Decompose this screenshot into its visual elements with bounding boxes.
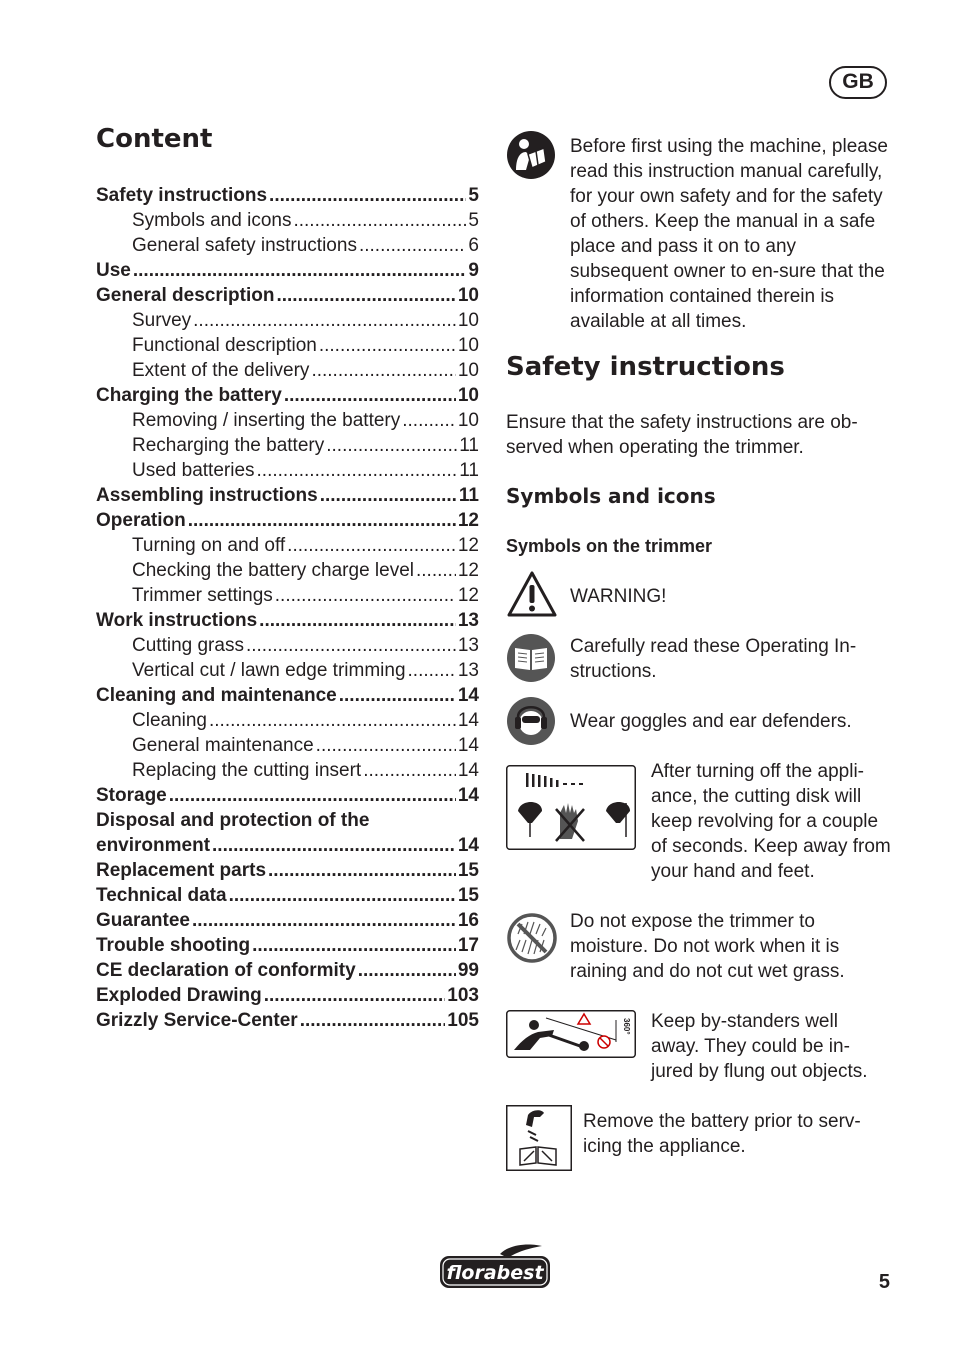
toc-entry [96,208,479,233]
toc-entry-title: Technical data [96,885,227,906]
toc-entry-page: 14 [457,760,479,781]
toc-entry-page: 10 [457,360,479,381]
toc-dot-leader [209,708,456,733]
toc-dot-leader [169,783,456,808]
toc-entry-title: Survey [132,310,192,331]
toc-dot-leader [188,508,456,533]
symbol-bystanders-text: Keep by-standers well away. They could be in-jured by flung out objects. [651,1011,868,1082]
toc-entry [96,533,479,558]
toc-dot-leader [192,908,456,933]
toc-entry [96,758,479,783]
toc-dot-leader [229,883,456,908]
toc-dot-leader [300,1008,446,1033]
toc-entry [96,258,479,283]
toc-entry-page: 12 [457,510,479,531]
toc-dot-leader [268,858,456,883]
safety-instructions-heading: Safety instructions [506,352,785,382]
toc-entry-page: 5 [468,185,479,206]
toc-entry [96,458,479,483]
toc-dot-leader [212,833,456,858]
toc-entry-page: 12 [457,585,479,606]
toc-entry-title: Vertical cut / lawn edge trimming [132,660,406,681]
toc-dot-leader [293,208,466,233]
toc-entry [96,508,479,533]
toc-entry-page: 14 [457,685,479,706]
toc-dot-leader [246,633,456,658]
symbol-remove-battery-text: Remove the battery prior to serv-icing the appliance. [583,1111,861,1157]
toc-entry-title: Symbols and icons [132,210,292,231]
toc-entry-title: Safety instructions [96,185,268,206]
toc-entry [96,558,479,583]
toc-dot-leader [193,308,456,333]
toc-entry-title: Recharging the battery [132,435,325,456]
toc-entry-title: Work instructions [96,610,258,631]
toc-entry-title: environment [96,835,211,856]
toc-entry-page: 99 [457,960,479,981]
toc-entry-title: Trimmer settings [132,585,273,606]
toc-entry-title: Replacement parts [96,860,267,881]
toc-dot-leader [402,408,456,433]
symbols-icons-heading: Symbols and icons [506,484,716,508]
toc-entry-title: Operation [96,510,186,531]
toc-entry [96,733,479,758]
toc-entry-page: 14 [457,710,479,731]
content-heading: Content [96,124,213,154]
symbol-warning-text: WARNING! [570,586,667,607]
toc-dot-leader [287,533,456,558]
toc-entry-title: Use [96,260,131,281]
toc-entry [96,883,479,908]
toc-entry-title: Removing / inserting the battery [132,410,401,431]
symbol-read-manual-text: Carefully read these Operating In-structions. [570,636,857,682]
toc-entry-title: Storage [96,785,167,806]
toc-entry [96,433,479,458]
toc-entry-page: 11 [458,485,479,506]
toc-entry-title: General safety instructions [132,235,357,256]
toc-dot-leader [339,683,456,708]
keep-bystanders-away-icon [506,1010,636,1058]
toc-dot-leader [284,383,456,408]
toc-entry-page: 105 [447,1010,479,1031]
toc-entry [96,408,479,433]
toc-entry-page: 15 [457,860,479,881]
symbol-no-rain-text: Do not expose the trimmer to moisture. Do not work when it is raining and do not cut wet grass. [570,911,845,982]
toc-entry [96,358,479,383]
toc-entry [96,233,479,258]
toc-entry [96,183,479,208]
toc-entry-page: 10 [457,335,479,356]
toc-entry-title: Charging the battery [96,385,282,406]
language-badge: GB [829,66,887,99]
toc-entry-page: 6 [468,235,479,256]
read-manual-book-icon [506,633,556,683]
symbols-trimmer-heading: Symbols on the trimmer [506,536,713,556]
toc-entry-page: 16 [457,910,479,931]
toc-dot-leader [311,358,455,383]
toc-entry [96,308,479,333]
toc-entry [96,608,479,633]
toc-dot-leader [269,183,466,208]
toc-entry-page: 11 [459,435,479,456]
toc-entry [96,283,479,308]
remove-battery-service-icon [506,1105,572,1171]
toc-entry [96,583,479,608]
toc-entry-title: Trouble shooting [96,935,251,956]
toc-dot-leader [320,483,457,508]
toc-entry-title: Functional description [132,335,317,356]
toc-entry-title: General maintenance [132,735,314,756]
read-manual-person-icon [506,130,556,180]
toc-entry-title: Disposal and protection of the [96,810,370,831]
toc-entry-title: Exploded Drawing [96,985,262,1006]
toc-dot-leader [133,258,467,283]
symbol-rotating-disk-text: After turning off the appli-ance, the cutting disk will keep revolving for a couple of seconds. Keep away from your hand and feet. [651,761,891,882]
toc-entry [96,483,479,508]
toc-entry-page: 12 [457,560,479,581]
toc-entry-title: Used batteries [132,460,255,481]
toc-entry-page: 103 [447,985,479,1006]
toc-entry-title: Cutting grass [132,635,244,656]
toc-dot-leader [257,458,458,483]
toc-entry-page: 15 [457,885,479,906]
table-of-contents [96,183,479,1033]
toc-dot-leader [319,333,456,358]
toc-entry-page: 14 [457,735,479,756]
toc-entry [96,783,479,808]
toc-entry [96,983,479,1008]
toc-entry-page: 9 [468,260,479,281]
toc-entry-title: Checking the battery charge level [132,560,414,581]
toc-dot-leader [259,608,456,633]
page-number: 5 [878,1271,890,1293]
toc-dot-leader [275,583,456,608]
bystander-distance-label: 360° [622,1018,631,1035]
toc-entry-title: Replacing the cutting insert [132,760,362,781]
toc-dot-leader [358,958,456,983]
symbol-goggles-text: Wear goggles and ear defenders. [570,711,852,732]
toc-dot-leader [416,558,456,583]
toc-entry-title: Extent of the delivery [132,360,310,381]
toc-entry-title: Assembling instructions [96,485,318,506]
goggles-ear-defenders-icon [506,696,556,746]
toc-entry-page: 12 [457,535,479,556]
toc-entry [96,383,479,408]
toc-dot-leader [326,433,457,458]
toc-entry-page: 10 [457,310,479,331]
toc-entry [96,683,479,708]
toc-entry-title: CE declaration of conformity [96,960,356,981]
toc-entry [96,708,479,733]
toc-entry-page: 13 [457,610,479,631]
toc-entry-page: 10 [457,285,479,306]
toc-entry [96,958,479,983]
florabest-logo [438,1244,552,1292]
toc-entry [96,633,479,658]
toc-dot-leader [363,758,456,783]
toc-entry-page: 11 [459,460,479,481]
toc-entry-title: Cleaning and maintenance [96,685,337,706]
rotating-disk-hand-feet-icon [506,765,636,850]
toc-entry-title: Turning on and off [132,535,286,556]
toc-dot-leader [264,983,446,1008]
toc-entry-page: 17 [457,935,479,956]
toc-entry-page: 10 [457,385,479,406]
toc-entry [96,858,479,883]
brand-name: florabest [446,1262,544,1284]
safety-intro-text: Ensure that the safety instructions are ob-served when operating the trimmer. [506,412,858,458]
toc-entry-page: 13 [457,635,479,656]
toc-dot-leader [408,658,456,683]
toc-entry [96,1008,479,1033]
toc-entry-title: Guarantee [96,910,190,931]
toc-dot-leader [316,733,456,758]
toc-entry-page: 13 [457,660,479,681]
toc-entry [96,808,479,833]
intro-text: Before first using the machine, please read this instruction manual carefully, for your own safety and for the safety of others. Keep the manual in a safe place and pass it on to any subsequent owner to en-sure that the information contained therein is available at all times. [570,136,888,332]
toc-dot-leader [359,233,466,258]
toc-entry-title: Grizzly Service-Center [96,1010,298,1031]
toc-dot-leader [276,283,455,308]
toc-entry [96,333,479,358]
toc-entry-page: 5 [468,210,479,231]
toc-entry-title: Cleaning [132,710,207,731]
toc-entry-title: General description [96,285,275,306]
toc-entry [96,658,479,683]
toc-entry-page: 14 [457,785,479,806]
toc-entry [96,833,479,858]
toc-dot-leader [252,933,456,958]
toc-entry-page: 10 [457,410,479,431]
no-rain-icon [506,912,558,964]
warning-triangle-icon [506,570,558,618]
toc-entry-page: 14 [457,835,479,856]
toc-entry [96,933,479,958]
toc-entry [96,908,479,933]
